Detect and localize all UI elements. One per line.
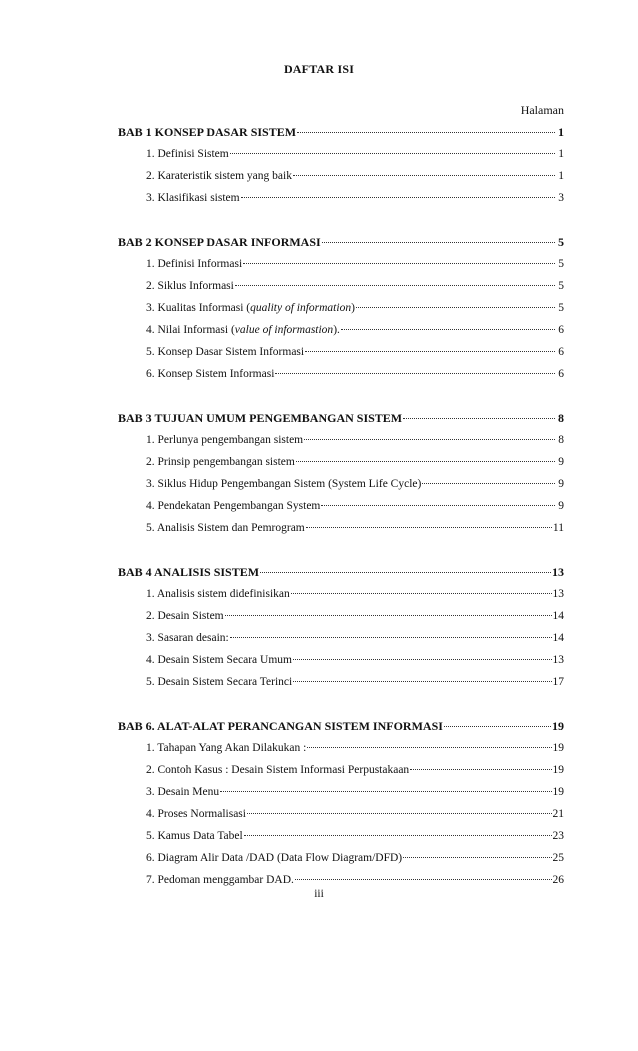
- toc-entry[interactable]: [118, 363, 564, 385]
- toc-chapter: [118, 231, 564, 385]
- toc-chapter-heading[interactable]: [118, 561, 564, 583]
- toc-entry[interactable]: [118, 341, 564, 363]
- entry-page: 9: [558, 456, 564, 468]
- dot-leader: [422, 483, 555, 484]
- entry-title: 7. Pedoman menggambar DAD.: [146, 874, 294, 886]
- dot-leader: [243, 263, 555, 264]
- entry-page: 26: [552, 874, 564, 886]
- dot-leader: [296, 461, 555, 462]
- toc-entry[interactable]: [118, 671, 564, 693]
- dot-leader: [241, 197, 555, 198]
- toc-entry[interactable]: [118, 517, 564, 539]
- dot-leader: [293, 659, 552, 660]
- entry-title: 1. Definisi Informasi: [146, 258, 243, 270]
- entry-page: 11: [552, 522, 564, 534]
- toc-entry[interactable]: [118, 187, 564, 209]
- entry-page: 21: [552, 808, 564, 820]
- entry-title: 6. Diagram Alir Data /DAD (Data Flow Diagram/DFD): [146, 852, 403, 864]
- entry-page: 25: [552, 852, 564, 864]
- dot-leader: [260, 572, 551, 573]
- toc-entry[interactable]: [118, 253, 564, 275]
- toc-entry[interactable]: [118, 297, 564, 319]
- entry-title-italic: value of informastion: [234, 324, 334, 336]
- entry-title: 3. Kualitas Informasi (quality of information): [146, 302, 355, 314]
- dot-leader: [297, 132, 555, 133]
- toc-entry[interactable]: [118, 737, 564, 759]
- dot-leader: [293, 175, 555, 176]
- entry-title: 3. Siklus Hidup Pengembangan Sistem (System Life Cycle): [146, 478, 422, 490]
- entry-title: 4. Nilai Informasi (value of informastion).: [146, 324, 340, 336]
- dot-leader: [220, 791, 551, 792]
- entry-page: 6: [558, 368, 564, 380]
- dot-leader: [230, 153, 555, 154]
- dot-leader: [341, 329, 555, 330]
- entry-title: 6. Konsep Sistem Informasi: [146, 368, 275, 380]
- entry-page: 5: [558, 302, 564, 314]
- dot-leader: [305, 351, 555, 352]
- chapter-page: 1: [558, 125, 564, 139]
- chapter-title: BAB 3 TUJUAN UMUM PENGEMBANGAN SISTEM: [118, 411, 403, 425]
- chapter-title: BAB 1 KONSEP DASAR SISTEM: [118, 125, 297, 139]
- dot-leader: [322, 242, 555, 243]
- dot-leader: [356, 307, 555, 308]
- toc-entry[interactable]: [118, 451, 564, 473]
- entry-title: 1. Perlunya pengembangan sistem: [146, 434, 304, 446]
- entry-page: 9: [558, 478, 564, 490]
- dot-leader: [444, 726, 551, 727]
- dot-leader: [247, 813, 552, 814]
- entry-title: 1. Analisis sistem didefinisikan: [146, 588, 290, 600]
- toc-entry[interactable]: [118, 781, 564, 803]
- dot-leader: [304, 439, 555, 440]
- entry-title: 5. Konsep Dasar Sistem Informasi: [146, 346, 305, 358]
- entry-page: 14: [552, 610, 564, 622]
- entry-page: 13: [552, 588, 564, 600]
- entry-page: 5: [558, 258, 564, 270]
- entry-title: 1. Tahapan Yang Akan Dilakukan :: [146, 742, 307, 754]
- entry-page: 19: [552, 786, 564, 798]
- toc-entry[interactable]: [118, 649, 564, 671]
- entry-title: 2. Prinsip pengembangan sistem: [146, 456, 295, 468]
- entry-page: 1: [558, 170, 564, 182]
- toc-entry[interactable]: [118, 143, 564, 165]
- toc-entry[interactable]: [118, 583, 564, 605]
- toc-entry[interactable]: [118, 165, 564, 187]
- dot-leader: [244, 835, 552, 836]
- toc-entry[interactable]: [118, 627, 564, 649]
- entry-page: 13: [552, 654, 564, 666]
- entry-page: 6: [558, 324, 564, 336]
- entry-title: 5. Kamus Data Tabel: [146, 830, 243, 842]
- dot-leader: [230, 637, 552, 638]
- dot-leader: [293, 681, 551, 682]
- entry-page: 19: [552, 742, 564, 754]
- entry-page: 5: [558, 280, 564, 292]
- dot-leader: [321, 505, 555, 506]
- chapter-page: 8: [558, 411, 564, 425]
- entry-title: 2. Desain Sistem: [146, 610, 224, 622]
- entry-title: 3. Sasaran desain:: [146, 632, 229, 644]
- entry-page: 17: [552, 676, 564, 688]
- dot-leader: [306, 527, 552, 528]
- toc-chapter-heading[interactable]: [118, 715, 564, 737]
- toc-chapter-heading[interactable]: [118, 121, 564, 143]
- entry-title: 5. Analisis Sistem dan Pemrogram: [146, 522, 305, 534]
- entry-title: 4. Proses Normalisasi: [146, 808, 246, 820]
- toc-entry[interactable]: [118, 847, 564, 869]
- toc-entry[interactable]: [118, 473, 564, 495]
- entry-page: 3: [558, 192, 564, 204]
- toc-entry[interactable]: [118, 825, 564, 847]
- entry-page: 19: [552, 764, 564, 776]
- dot-leader: [307, 747, 551, 748]
- chapter-title: BAB 6. ALAT-ALAT PERANCANGAN SISTEM INFORMASI: [118, 719, 443, 733]
- page-column-label: Halaman: [520, 103, 564, 117]
- table-of-contents: [118, 121, 564, 913]
- entry-title: 1. Definisi Sistem: [146, 148, 229, 160]
- chapter-page: 5: [558, 235, 564, 249]
- entry-title-italic: quality of information: [250, 302, 352, 314]
- toc-chapter: [118, 715, 564, 891]
- toc-entry[interactable]: [118, 275, 564, 297]
- entry-title: 4. Pendekatan Pengembangan System: [146, 500, 321, 512]
- toc-chapter: [118, 407, 564, 539]
- entry-page: 1: [558, 148, 564, 160]
- toc-chapter: [118, 121, 564, 209]
- dot-leader: [410, 769, 551, 770]
- entry-title: 3. Desain Menu: [146, 786, 220, 798]
- toc-chapter-heading[interactable]: [118, 231, 564, 253]
- page-title: DAFTAR ISI: [283, 62, 355, 76]
- dot-leader: [403, 857, 551, 858]
- chapter-page: 19: [552, 719, 564, 733]
- entry-page: 23: [552, 830, 564, 842]
- entry-title: 2. Contoh Kasus : Desain Sistem Informasi Perpustakaan: [146, 764, 410, 776]
- toc-entry[interactable]: [118, 495, 564, 517]
- chapter-title: BAB 4 ANALISIS SISTEM: [118, 565, 260, 579]
- entry-page: 9: [558, 500, 564, 512]
- entry-title: 4. Desain Sistem Secara Umum: [146, 654, 292, 666]
- dot-leader: [225, 615, 552, 616]
- entry-title: 5. Desain Sistem Secara Terinci: [146, 676, 293, 688]
- entry-page: 8: [558, 434, 564, 446]
- dot-leader: [275, 373, 555, 374]
- entry-title: 3. Klasifikasi sistem: [146, 192, 240, 204]
- toc-entry[interactable]: [118, 605, 564, 627]
- toc-entry[interactable]: [118, 803, 564, 825]
- dot-leader: [295, 879, 552, 880]
- dot-leader: [403, 418, 555, 419]
- chapter-title: BAB 2 KONSEP DASAR INFORMASI: [118, 235, 321, 249]
- chapter-page: 13: [552, 565, 564, 579]
- entry-title: 2. Siklus Informasi: [146, 280, 234, 292]
- page-number: iii: [314, 888, 324, 900]
- toc-entry[interactable]: [118, 319, 564, 341]
- toc-chapter: [118, 561, 564, 693]
- dot-leader: [291, 593, 552, 594]
- toc-entry[interactable]: [118, 429, 564, 451]
- entry-page: 6: [558, 346, 564, 358]
- toc-entry[interactable]: [118, 759, 564, 781]
- entry-title: 2. Karateristik sistem yang baik: [146, 170, 292, 182]
- entry-page: 14: [552, 632, 564, 644]
- toc-chapter-heading[interactable]: [118, 407, 564, 429]
- dot-leader: [235, 285, 555, 286]
